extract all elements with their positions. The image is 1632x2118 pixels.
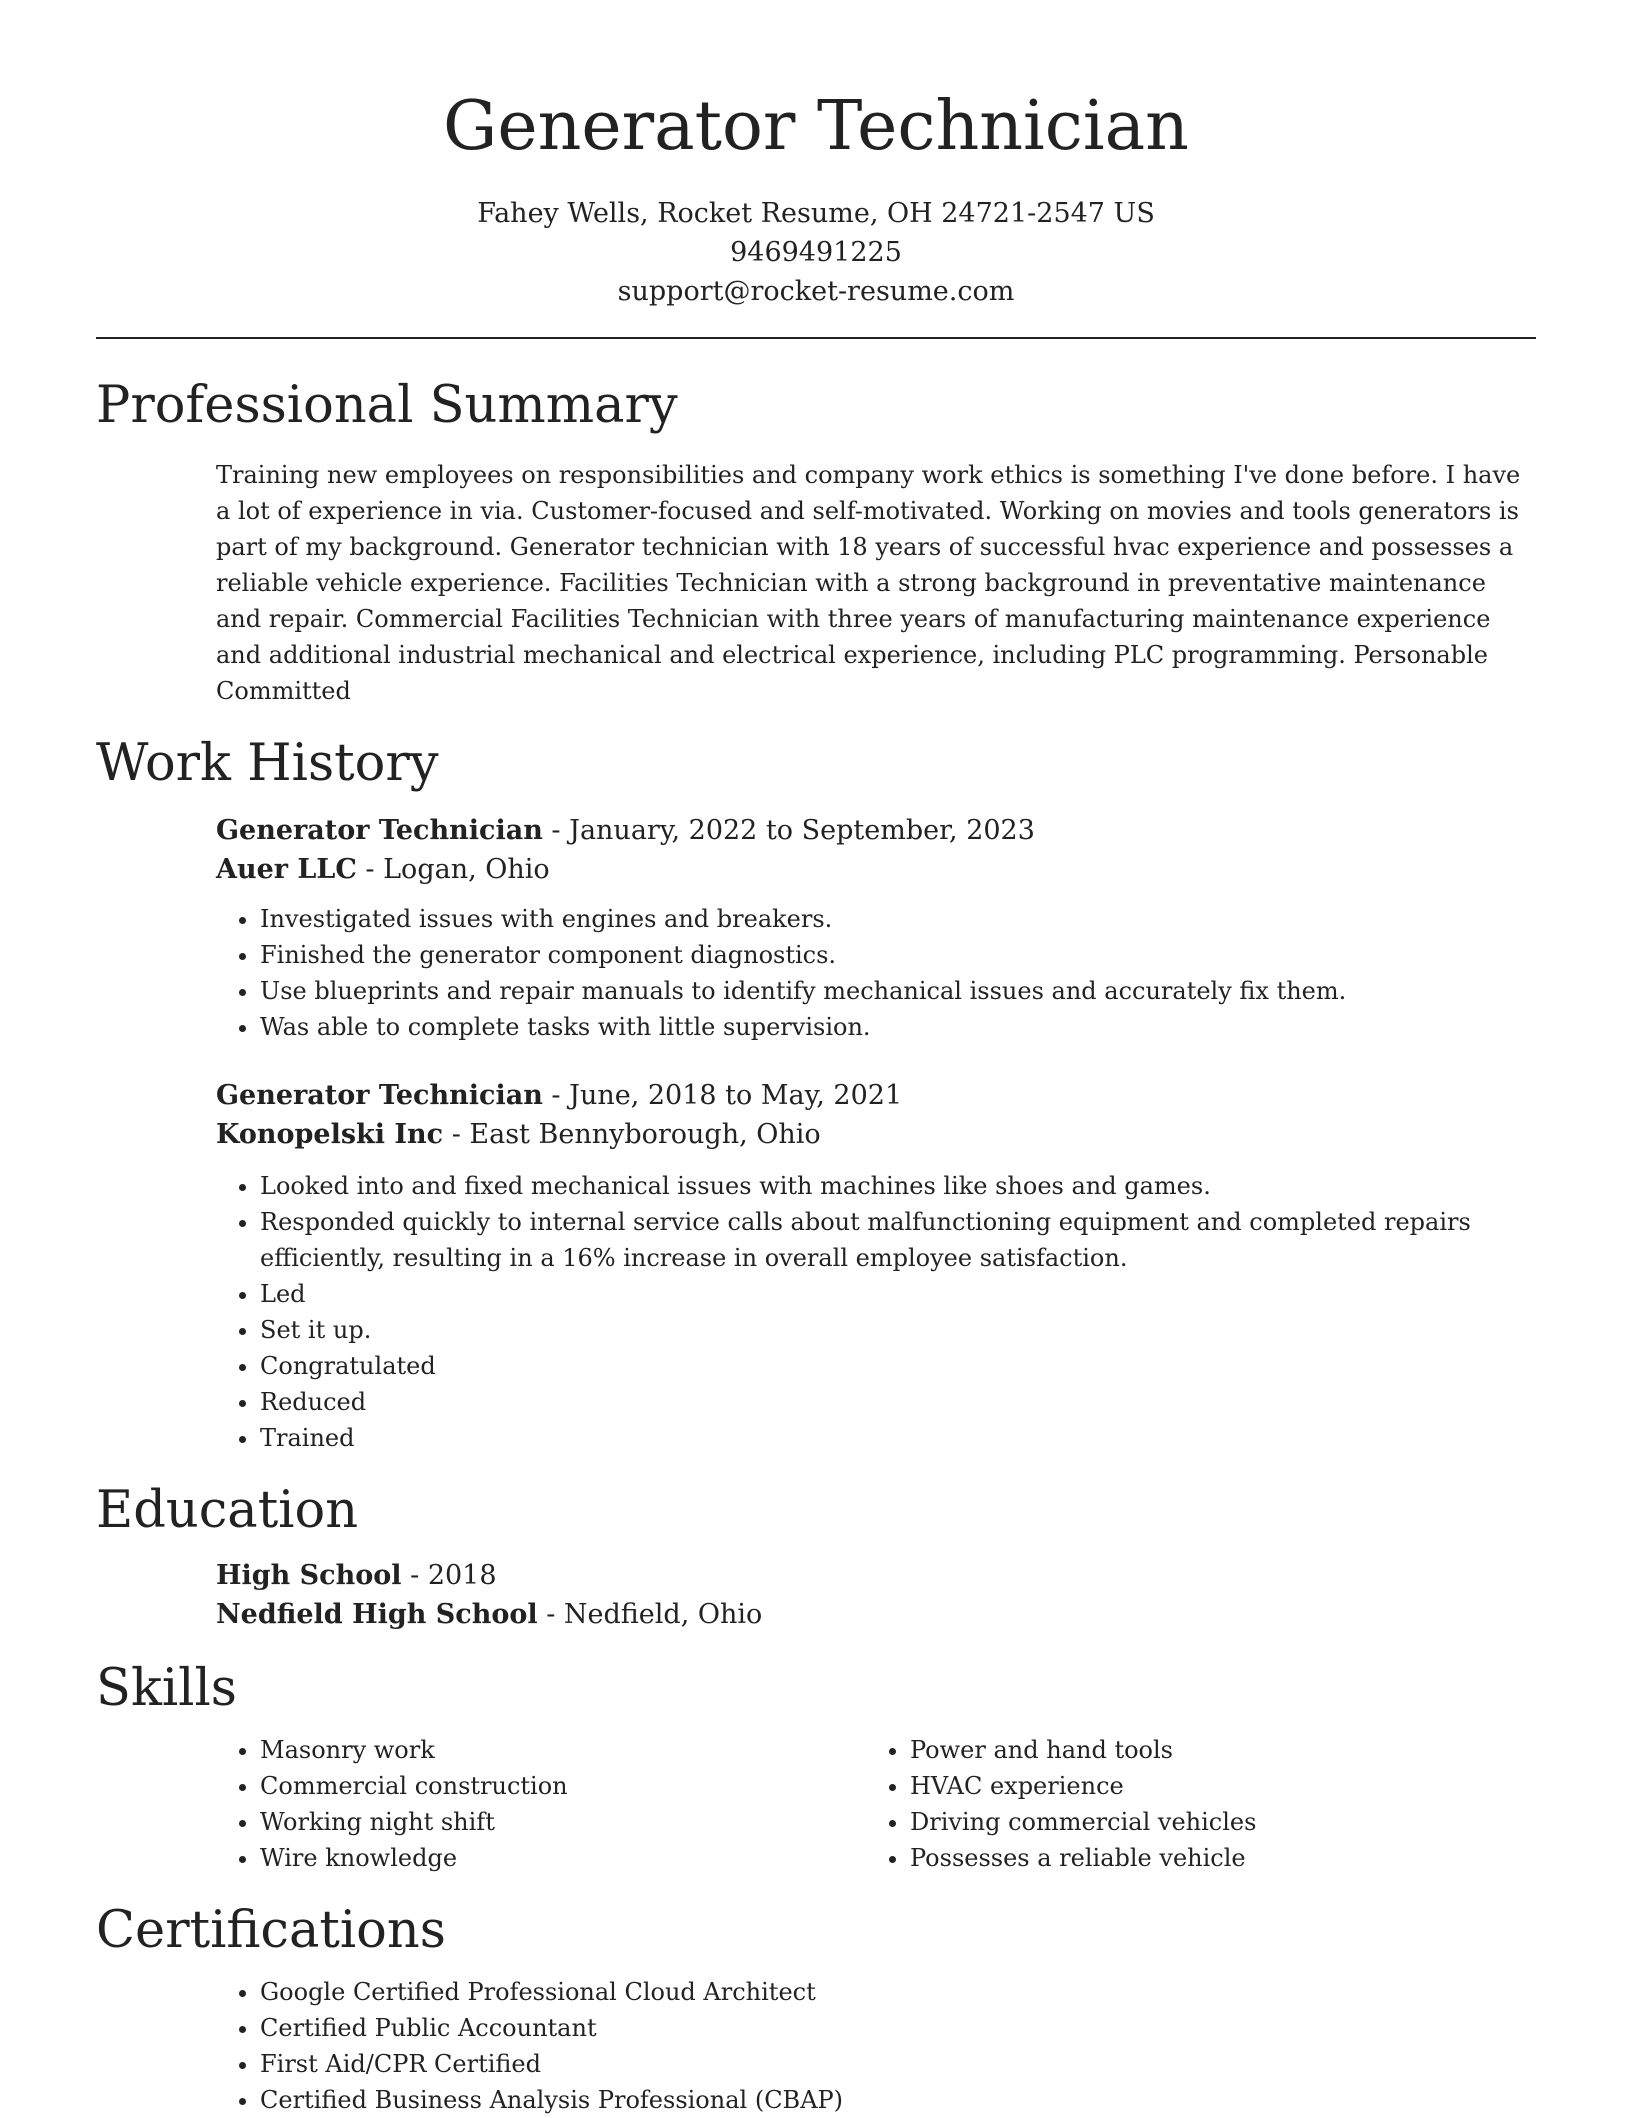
skill-item: • Working night shift bbox=[260, 1804, 866, 1840]
education-degree-line bbox=[216, 1556, 1536, 1595]
job-title-line bbox=[216, 1076, 1536, 1115]
education-year: - 2018 bbox=[401, 1560, 497, 1591]
job-bullet: • Congratulated bbox=[260, 1348, 1536, 1384]
job-title-line bbox=[216, 811, 1536, 850]
job-bullet: • Trained bbox=[260, 1420, 1536, 1456]
certification-item: • First Aid/CPR Certified bbox=[260, 2046, 1536, 2082]
contact-phone: 9469491225 bbox=[730, 237, 902, 268]
summary-heading: Professional Summary bbox=[96, 376, 678, 435]
resume-header bbox=[96, 0, 1536, 311]
skill-item: • Power and hand tools bbox=[910, 1732, 1516, 1768]
contact-address: Fahey Wells, Rocket Resume, OH 24721-2547 US bbox=[477, 198, 1155, 229]
certification-item: • Google Certified Professional Cloud Architect bbox=[260, 1974, 1536, 2010]
work-history-heading: Work History bbox=[96, 734, 439, 793]
job-company: Konopelski Inc bbox=[216, 1119, 444, 1150]
work-history-section bbox=[216, 811, 1536, 1456]
education-school-line bbox=[216, 1595, 1536, 1634]
resume-page bbox=[96, 0, 1536, 2118]
skill-item: • Driving commercial vehicles bbox=[910, 1804, 1516, 1840]
skills-column-left bbox=[216, 1732, 866, 1876]
summary-section bbox=[216, 457, 1536, 709]
certifications-list bbox=[216, 1974, 1536, 2118]
job-company: Auer LLC bbox=[216, 854, 357, 885]
job-entry bbox=[216, 811, 1536, 1045]
skills-list bbox=[216, 1732, 866, 1876]
header-divider bbox=[96, 337, 1536, 339]
skills-heading: Skills bbox=[96, 1659, 237, 1718]
summary-text: Training new employees on responsibilities and company work ethics is something I've done before. I have a lot of experience in via. Customer-focused and self-motivated. Working on movies and tools generators is part of my background. Generator technician with 18 years of successful hvac experience and possesses a reliable vehicle experience. Facilities Technician with a strong background in preventative maintenance and repair. Commercial Facilities Technician with three years of manufacturing maintenance experience and additional industrial mechanical and electrical experience, including PLC programming. Personable Committed bbox=[216, 461, 1521, 705]
job-bullet: • Finished the generator component diagnostics. bbox=[260, 937, 1536, 973]
certifications-section bbox=[216, 1974, 1536, 2118]
education-heading: Education bbox=[96, 1481, 359, 1540]
job-dates: - June, 2018 to May, 2021 bbox=[542, 1080, 903, 1111]
skill-item: • Commercial construction bbox=[260, 1768, 866, 1804]
job-bullet: • Use blueprints and repair manuals to identify mechanical issues and accurately fix them. bbox=[260, 973, 1536, 1009]
skills-list bbox=[866, 1732, 1516, 1876]
job-bullet: • Looked into and fixed mechanical issues with machines like shoes and games. bbox=[260, 1168, 1536, 1204]
job-bullets bbox=[216, 1168, 1536, 1456]
certification-item: • Certified Business Analysis Professional (CBAP) bbox=[260, 2082, 1536, 2118]
job-bullet: • Responded quickly to internal service calls about malfunctioning equipment and completed repairs efficiently, resulting in a 16% increase in overall employee satisfaction. bbox=[260, 1204, 1536, 1276]
contact-email: support@rocket-resume.com bbox=[617, 276, 1015, 307]
skill-item: • Wire knowledge bbox=[260, 1840, 866, 1876]
education-degree: High School bbox=[216, 1560, 402, 1591]
job-bullet: • Was able to complete tasks with little supervision. bbox=[260, 1009, 1536, 1045]
job-bullet: • Reduced bbox=[260, 1384, 1536, 1420]
skill-item: • Masonry work bbox=[260, 1732, 866, 1768]
education-location: - Nedfield, Ohio bbox=[537, 1599, 763, 1630]
skill-item: • HVAC experience bbox=[910, 1768, 1516, 1804]
job-entry bbox=[216, 1076, 1536, 1456]
certifications-heading: Certifications bbox=[96, 1901, 446, 1960]
job-company-line bbox=[216, 1115, 1536, 1154]
job-title: Generator Technician bbox=[216, 815, 543, 846]
job-dates: - January, 2022 to September, 2023 bbox=[542, 815, 1035, 846]
job-company-line bbox=[216, 850, 1536, 889]
skills-section bbox=[216, 1732, 1536, 1876]
skills-column-right bbox=[866, 1732, 1516, 1876]
job-title: Generator Technician bbox=[216, 1080, 543, 1111]
job-bullet: • Set it up. bbox=[260, 1312, 1536, 1348]
job-bullets bbox=[216, 901, 1536, 1045]
education-section bbox=[216, 1556, 1536, 1634]
job-location: - East Bennyborough, Ohio bbox=[443, 1119, 821, 1150]
resume-title: Generator Technician bbox=[443, 87, 1189, 166]
job-bullet: • Investigated issues with engines and breakers. bbox=[260, 901, 1536, 937]
job-bullet: • Led bbox=[260, 1276, 1536, 1312]
skill-item: • Possesses a reliable vehicle bbox=[910, 1840, 1516, 1876]
education-school: Nedfield High School bbox=[216, 1599, 538, 1630]
certification-item: • Certified Public Accountant bbox=[260, 2010, 1536, 2046]
job-location: - Logan, Ohio bbox=[356, 854, 550, 885]
